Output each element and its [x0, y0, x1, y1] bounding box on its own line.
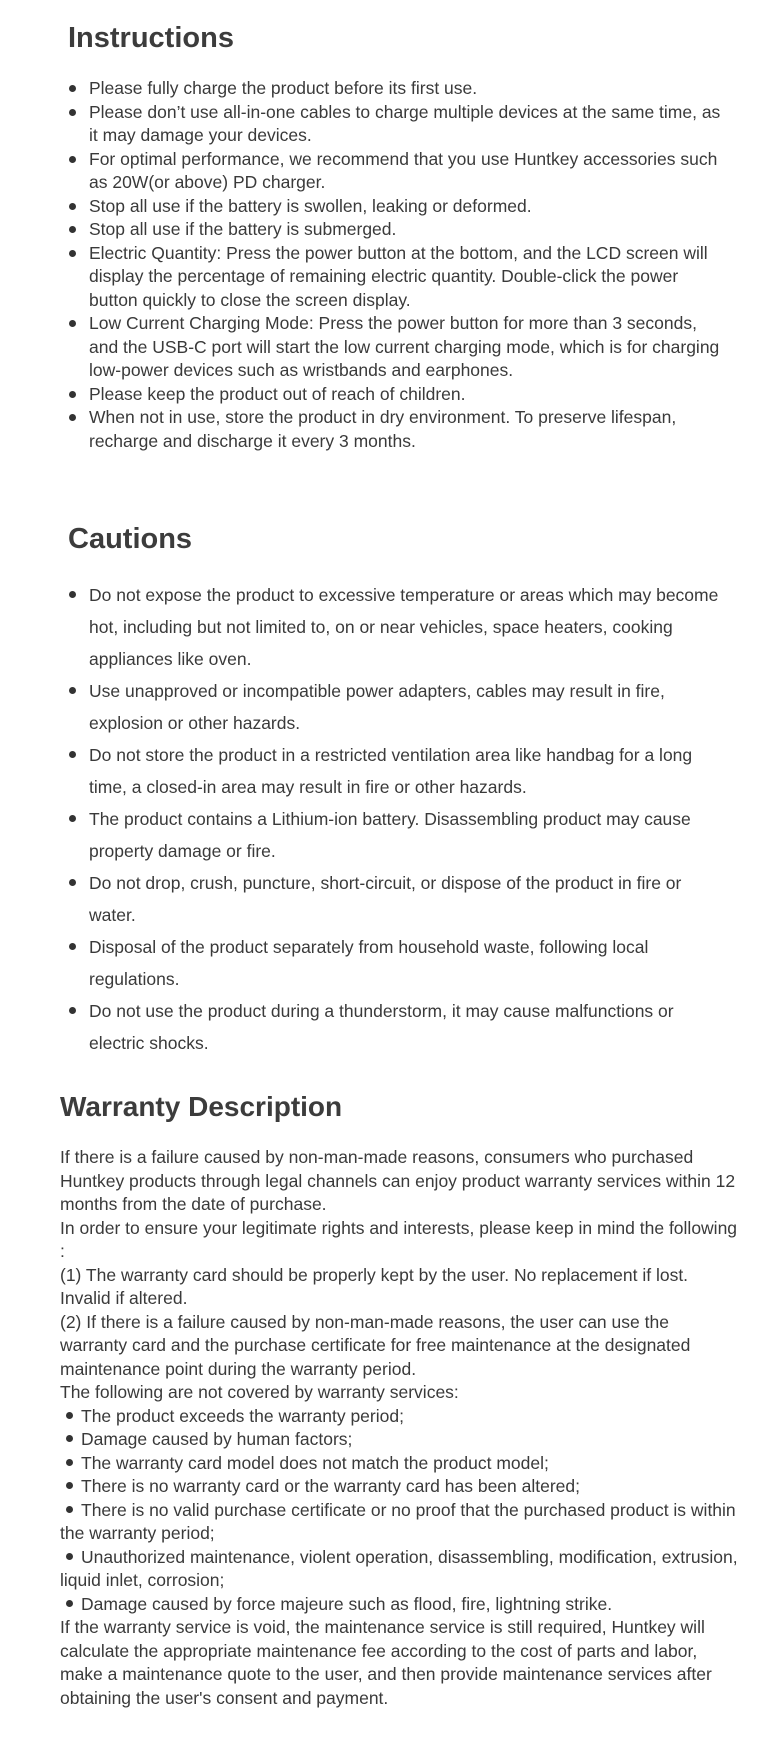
cautions-list: [68, 579, 728, 1059]
list-item-text: There is no valid purchase certificate or no proof that the purchased product is within the warranty period;: [60, 1499, 736, 1543]
list-item: [68, 383, 728, 407]
list-item: [60, 1499, 740, 1546]
bullet-icon: [66, 1553, 73, 1560]
list-item-text: Stop all use if the battery is submerged.: [89, 219, 397, 239]
list-item-text: Electric Quantity: Press the power button at the bottom, and the LCD screen will display the percentage of remaining electric quantity. Double-click the power button quickly to close the screen display.: [89, 242, 708, 310]
list-item-text: The warranty card model does not match the product model;: [81, 1452, 549, 1473]
list-item-text: Damage caused by force majeure such as flood, fire, lightning strike.: [81, 1593, 613, 1614]
list-item: [68, 218, 728, 242]
list-item: [68, 312, 728, 383]
list-item-text: For optimal performance, we recommend that you use Huntkey accessories such as 20W(or above) PD charger.: [89, 148, 718, 192]
list-item-text: There is no warranty card or the warranty card has been altered;: [81, 1476, 580, 1496]
bullet-icon: [66, 1412, 73, 1419]
bullet-icon: [69, 203, 76, 210]
cautions-title: Cautions: [68, 523, 193, 555]
list-item-text: When not in use, store the product in dry environment. To preserve lifespan, recharge and discharge it every 3 months.: [89, 407, 677, 451]
list-item: [68, 803, 728, 867]
not-covered-label: The following are not covered by warranty services:: [60, 1382, 459, 1402]
bullet-icon: [69, 391, 76, 398]
list-item: [60, 1475, 740, 1499]
list-item-text: Do not use the product during a thunderstorm, it may cause malfunctions or electric shocks.: [89, 1001, 674, 1053]
warranty-rule-2: (2) If there is a failure caused by non-man-made reasons, the user can use the warranty card and the purchase certificate for free maintenance at the designated maintenance point during the warranty period.: [60, 1311, 691, 1379]
bullet-icon: [69, 687, 76, 694]
bullet-icon: [69, 250, 76, 257]
warranty-intro: If there is a failure caused by non-man-made reasons, consumers who purchased Huntkey products through legal channels can enjoy product warranty services within 12 months from the date of purchase.: [60, 1147, 736, 1214]
list-item-text: Unauthorized maintenance, violent operation, disassembling, modification, extrusion, liquid inlet, corrosion;: [60, 1546, 738, 1590]
bullet-icon: [69, 156, 76, 163]
list-item: [60, 1546, 740, 1593]
list-item-text: Please keep the product out of reach of children.: [89, 383, 466, 404]
list-item-text: Please fully charge the product before its first use.: [89, 78, 478, 98]
list-item: [60, 1405, 740, 1429]
list-item-text: Use unapproved or incompatible power adapters, cables may result in fire, explosion or other hazards.: [89, 681, 665, 733]
list-item: [68, 579, 728, 675]
warranty-body: [60, 1146, 740, 1710]
bullet-icon: [69, 85, 76, 92]
instructions-list: [68, 77, 728, 453]
list-item-text: The product exceeds the warranty period;: [81, 1405, 404, 1426]
warranty-ensure: In order to ensure your legitimate rights and interests, please keep in mind the following :: [60, 1217, 738, 1261]
list-item-text: Low Current Charging Mode: Press the power button for more than 3 seconds, and the USB-C port will start the low current charging mode, which is for charging low-power devices such as wristbands and earphones.: [89, 313, 720, 380]
instructions-section: [68, 18, 728, 453]
bullet-icon: [69, 815, 76, 822]
list-item: [68, 242, 728, 313]
list-item: [68, 739, 728, 803]
list-item-text: The product contains a Lithium-ion battery. Disassembling product may cause property damage or fire.: [89, 809, 691, 861]
list-item: [68, 995, 728, 1059]
bullet-icon: [66, 1506, 73, 1513]
instructions-title: Instructions: [68, 22, 234, 54]
bullet-icon: [69, 879, 76, 886]
warranty-title: Warranty Description: [60, 1091, 343, 1122]
bullet-icon: [69, 591, 76, 598]
bullet-icon: [69, 109, 76, 116]
bullet-icon: [69, 1007, 76, 1014]
list-item: [68, 148, 728, 195]
bullet-icon: [69, 320, 76, 327]
list-item-text: Disposal of the product separately from household waste, following local regulations.: [89, 937, 649, 989]
list-item: [68, 675, 728, 739]
list-item: [68, 101, 728, 148]
list-item-text: Please don’t use all-in-one cables to charge multiple devices at the same time, as it may damage your devices.: [89, 101, 721, 145]
list-item: [60, 1452, 740, 1476]
list-item-text: Do not store the product in a restricted ventilation area like handbag for a long time, a closed-in area may result in fire or other hazards.: [89, 745, 693, 797]
bullet-icon: [69, 414, 76, 421]
bullet-icon: [66, 1435, 73, 1442]
list-item-text: Do not expose the product to excessive temperature or areas which may become hot, including but not limited to, on or near vehicles, space heaters, cooking appliances like oven.: [89, 585, 719, 669]
list-item: [68, 406, 728, 453]
bullet-icon: [69, 751, 76, 758]
list-item: [68, 867, 728, 931]
bullet-icon: [69, 226, 76, 233]
warranty-void: If the warranty service is void, the maintenance service is still required, Huntkey will calculate the appropriate maintenance fee according to the cost of parts and labor, make a maintenance quote to the user, and then provide maintenance services after obtaining the user's consent and payment.: [60, 1617, 712, 1708]
list-item-text: Damage caused by human factors;: [81, 1429, 353, 1449]
list-item: [60, 1593, 740, 1617]
list-item: [60, 1428, 740, 1452]
list-item: [68, 931, 728, 995]
bullet-icon: [66, 1482, 73, 1489]
list-item-text: Do not drop, crush, puncture, short-circuit, or dispose of the product in fire or water.: [89, 873, 682, 925]
warranty-rule-1: (1) The warranty card should be properly kept by the user. No replacement if lost. Invalid if altered.: [60, 1264, 689, 1308]
bullet-icon: [66, 1600, 73, 1607]
list-item: [68, 77, 728, 101]
bullet-icon: [69, 943, 76, 950]
list-item-text: Stop all use if the battery is swollen, leaking or deformed.: [89, 195, 532, 216]
list-item: [68, 195, 728, 219]
bullet-icon: [66, 1459, 73, 1466]
cautions-section: [68, 519, 728, 1059]
warranty-section: [60, 1087, 740, 1710]
